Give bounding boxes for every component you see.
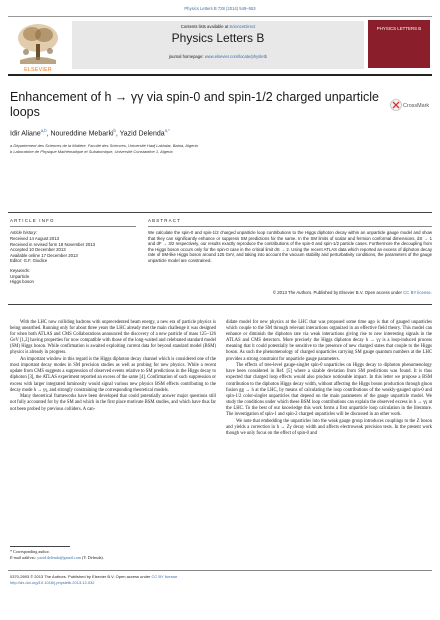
corresponding-author-note: * Corresponding author. bbox=[10, 549, 50, 554]
history-label: Article history: bbox=[10, 230, 37, 235]
abstract-heading: ABSTRACT bbox=[148, 218, 182, 223]
history-editor: Editor: G.F. Giudice bbox=[10, 258, 48, 264]
body-paragraph: An important window in this regard is the Higgs diphoton decay channel which is considered one of the most important decay modes in SM precision studies as well as probing for new physics. While a recent update from CMS suggests a suppression of observed events relative to SM predictions in the Higgs decay to diphoton [3], the ATLAS experiment reported an excess of the same [4]. Confirmation of such suppression or excess with larger integrated luminosity would signal various new physics BSM effects contributing to the decay mode h → γγ, and strongly constraining the corresponding theoretical models. bbox=[10, 357, 216, 393]
body-paragraph: didate model for new physics at the LHC that was proposed some time ago is that of gauged unparticles which couple to the SM through relevant interactions organized in an effective field theory. This model can enhance or diminish the diphoton rate via weak interactions giving rise to new interesting signals in the ATLAS and CMS detectors. More precisely the Higgs diphoton decay h → γγ is a loop-induced process meaning that it could potentially be sensitive to the presence of new charged states that couple to the Higgs boson. As such the phenomenology of charged unparticles carrying SM gauge quantum numbers at the LHC provides a strong constraint for unparticle gauge parameters. bbox=[226, 320, 432, 362]
issn-line bbox=[10, 574, 430, 579]
crossmark-icon[interactable] bbox=[390, 98, 430, 112]
body-paragraph: With the LHC now colliding hadrons with unprecedented beam energy, a new era of particle physics is being unearthed. Running only for about three years the LHC already met the main challenge it was designed for when both ATLAS and CMS Collaborations announced the discovery of a new particle of mass 125–126 GeV [1,2] having properties for now compatible with those of the long-waited and celebrated standard model (SM) Higgs boson. While confirmation is awaited exploiting current data for beyond standard model (BSM) physics is already in progress. bbox=[10, 320, 216, 356]
author-name[interactable]: , Noureddine Mebarki bbox=[46, 130, 114, 138]
homepage-link[interactable]: www.elsevier.com/locate/physletb bbox=[204, 54, 268, 59]
doi-text[interactable]: http://dx.doi.org/10.1016/j.physletb.2013.12.032 bbox=[10, 580, 95, 585]
author-affiliation-marker[interactable]: b bbox=[113, 128, 116, 133]
contents-availability bbox=[72, 24, 364, 29]
issn-text: 0370-2693 © 2013 The Authors. Published by Elsevier B.V. Open access under bbox=[10, 574, 152, 579]
journal-homepage: journal homepage: www.elsevier.com/locate/physletb bbox=[168, 54, 268, 59]
body-paragraph: We note that embedding the unparticles into the weak gauge group introduces couplings to the Z boson and yields a correction in h → Zγ decay width and affects electroweak precision tests. In the present work though we only focus on the effect of spin-0 and bbox=[226, 418, 432, 436]
keyword-item: Higgs boson bbox=[10, 279, 34, 285]
paper-title-line-1: Enhancement of h → γγ via spin-0 and spin-1/2 charged unparticle bbox=[10, 90, 379, 104]
license-link[interactable]: CC BY license. bbox=[403, 290, 432, 295]
keyword-item: Unparticle bbox=[10, 273, 30, 279]
affiliation-b: b Laboratoire de Physique Mathématique et Subatomique, Université Constantine 1, Algeria bbox=[10, 149, 173, 154]
elsevier-tree-logo bbox=[10, 20, 66, 66]
contents-prefix: Contents lists available at bbox=[180, 24, 230, 29]
header-divider bbox=[8, 74, 432, 76]
paper-title bbox=[10, 90, 380, 120]
journal-reference[interactable]: Physics Letters B 728 (2014) 549–553 bbox=[184, 6, 256, 11]
body-divider bbox=[8, 304, 432, 305]
email-note bbox=[10, 555, 216, 560]
affiliation-a: a Département des Sciences de la Matière, Faculté des Sciences, Université Hadj Lakhdar, Batna, Algeria bbox=[10, 143, 198, 148]
email-link[interactable]: yazid.delenda@gmail.com bbox=[37, 555, 81, 560]
abstract-copyright bbox=[148, 290, 432, 295]
article-info-heading: ARTICLE INFO bbox=[10, 218, 55, 223]
email-suffix: (Y. Delenda). bbox=[80, 555, 104, 560]
history-revised: Received in revised form 18 November 2013 bbox=[10, 241, 96, 247]
author-affiliation-marker[interactable]: a,b bbox=[40, 128, 47, 133]
footer-license-link[interactable]: CC BY license. bbox=[151, 574, 179, 579]
author-name[interactable]: , Yazid Delenda bbox=[115, 130, 165, 138]
copyright-text: © 2013 The Authors. Published by Elsevier B.V. Open access under bbox=[272, 290, 404, 295]
author-affiliation-marker[interactable]: a,* bbox=[164, 128, 170, 133]
journal-cover-title: PHYSICS LETTERS B bbox=[376, 26, 422, 31]
doi-link[interactable] bbox=[10, 580, 430, 585]
abstract-divider bbox=[148, 226, 432, 227]
paper-title-line-2: loops bbox=[10, 105, 40, 119]
body-paragraph: The effects of tree-level gauge-singlet spin-0 unparticles on Higgs decay to diphoton phenomenology have been considered in Ref. [5] where a sizable deviation from SM predictions was found. It is thus expected that charged loop effects would also produce noticeable impact. In this letter we propose a BSM contribution to the diphoton Higgs decay width, without affecting the Higgs boson production through gluon fusion gg → h at the LHC, by means of calculating the loop contributions of the weakly-gauged spin-0 and spin-1/2 color-singlet unparticles that depend on the main parameters of the gauge unparticle model. We study the conditions under which these BSM loop contributions can explain the observed excess in h → γγ at the LHC. To the best of our knowledge this work forms a first unparticle loop calculation in the literature. The investigation of spin-1 and spin-2 charged unparticles will be discussed in an other work. bbox=[226, 363, 432, 417]
sciencedirect-link[interactable]: ScienceDirect bbox=[229, 24, 256, 29]
elsevier-wordmark: ELSEVIER bbox=[24, 67, 52, 73]
history-accepted: Accepted 10 December 2013 bbox=[10, 247, 66, 253]
keywords-label: Keywords: bbox=[10, 268, 31, 273]
body-paragraph: Many theoretical frameworks have been developed that could potentially answer major questions still not fully accounted for by the SM and which in the first place motivate BSM studies, and which have thus far not been probed by previous colliders. A can- bbox=[10, 394, 216, 412]
abstract-text: We calculate the spin-0 and spin-1/2 charged unparticle loop contributions to the Higgs diphoton decay within an unparticle gauge model and show that they can significantly enhance or suppress SM predictions for the same. In the SM limits of scalar and fermion conformal dimensions, dS → 1 and dF → 3/2 respectively, our results exactly reproduce the contributions of the spin-0 and spin-1/2 particle cases. Furthermore the decoupling from the Higgs boson occurs only for the spin-0 case in the critical limit dS → 2. Using the recent ATLAS data which reported an excess of diphoton decay rate of SM-like Higgs boson around 125 GeV, and taking into account the vacuum stability and perturbativity conditions, the parameters of the gauge unparticle model are constrained. bbox=[148, 230, 432, 263]
history-online: Available online 17 December 2013 bbox=[10, 252, 78, 258]
author-name[interactable]: Idir Aliane bbox=[10, 130, 41, 138]
footer-divider bbox=[8, 570, 432, 571]
body-column-left bbox=[10, 320, 216, 413]
email-label: E-mail address: bbox=[10, 555, 38, 560]
crossmark-label: CrossMark bbox=[403, 103, 430, 110]
footnote-divider bbox=[10, 546, 70, 547]
article-info-divider bbox=[10, 226, 136, 227]
history-received: Received 14 August 2013 bbox=[10, 236, 59, 241]
section-divider bbox=[8, 212, 432, 213]
journal-title: Physics Letters B bbox=[171, 31, 265, 45]
body-column-right bbox=[226, 320, 432, 438]
author-list bbox=[10, 128, 430, 137]
